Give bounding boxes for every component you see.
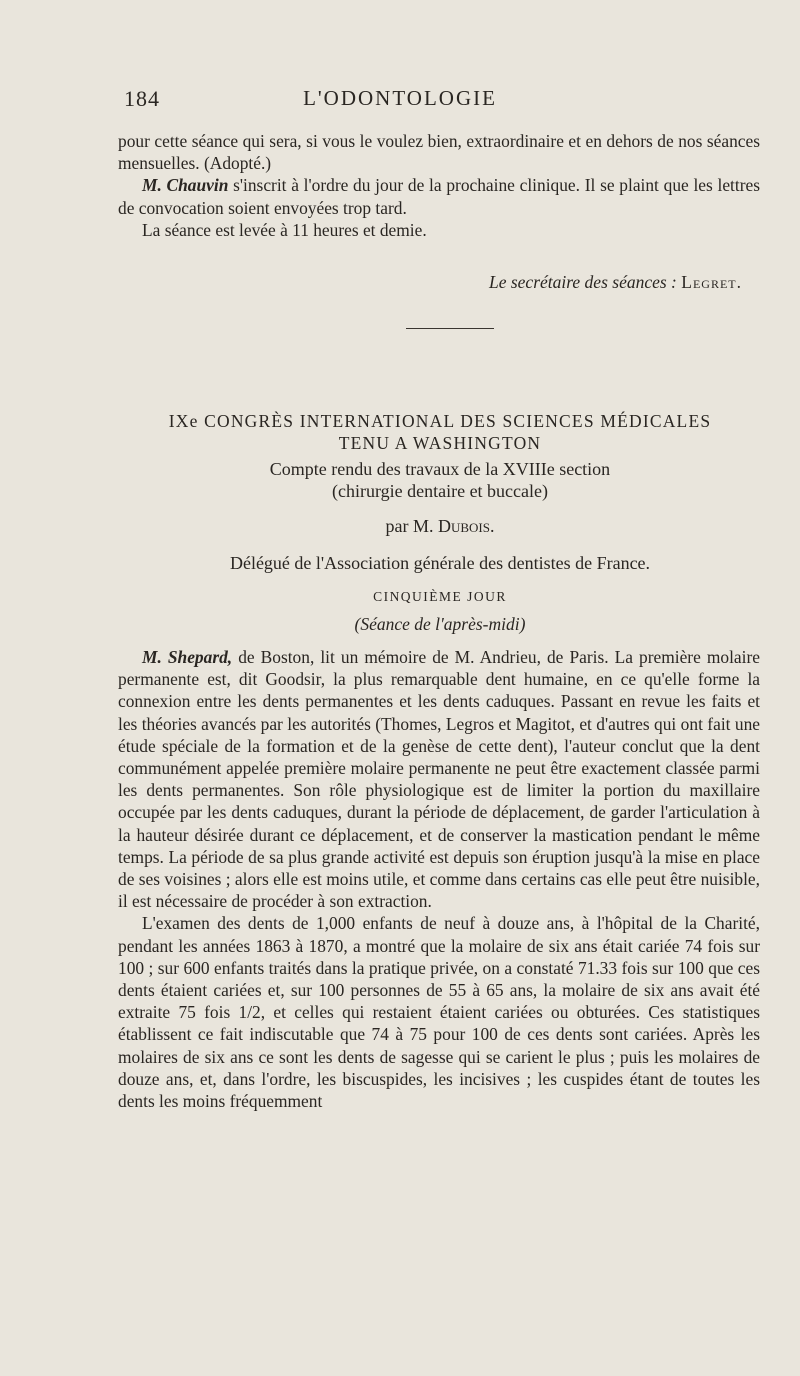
byline [110,516,770,537]
top-text [118,130,760,241]
section-divider [406,328,494,329]
session-heading: (Séance de l'après-midi) [354,614,526,634]
subtitle-line: (chirurgie dentaire et buccale) [331,481,549,501]
paragraph: L'examen des dents de 1,000 enfants de neuf à douze ans, à l'hôpital de la Charité, pendant les années 1863 à 1870, a montré que la molaire de six ans était cariée 74 fois sur 100 ; sur 600 enfants traités dans la pratique privée, on a constaté 71.33 fois sur 100 que ces dents étaient cariées et, sur 100 personnes de 55 à 65 ans, la molaire de six ans avait été extraite 75 fois 1/2, et celles qui restaient étaient cariées ou obturées. Ces statistiques établissent ce fait indiscutable que 74 à 75 pour 100 de ces dents sont cariées. Après les molaires de six ans ce sont les dents de sagesse qui se carient le plus ; puis les molaires de douze ans, et, dans l'ordre, les biscuspides, les incisives ; les cuspides étant de toutes les dents les moins fréquemment [118,913,760,1112]
byline-prefix: par M. [385,516,438,536]
day-heading: CINQUIÈME JOUR [373,589,507,604]
paragraph-text: de Boston, lit un mémoire de M. Andrieu, de Paris. La première molaire permanente est, dit Goodsir, la plus remarquable dent humaine, en ce qu'elle forme la connexion entre les dents permanentes et les dents caduques. Passant en revue les faits et les théories avancés par les autorités (Thomes, Legros et Magitot, et d'autres qui ont fait une étude spéciale de la formation et de la genèse de cette dent), l'auteur conclut que la dent communément appelée première molaire permanente ne peut être exactement classée parmi les dents permanentes. Son rôle physiologique est de limiter la portion du maxillaire occupée par les dents caduques, durant la période de déplacement, de garder l'articulation à la hauteur désirée durant ce déplacement, et de conserver la mastication pendant le même temps. La période de sa plus grande activité est depuis son éruption jusqu'à la mise en place de ses voisines ; alors elle est moins utile, et comme dans certains cas elle peut être nuisible, il est nécessaire de procéder à son extraction. [118,647,760,912]
delegate-line: Délégué de l'Association générale des dentistes de France. [229,553,651,573]
signature [489,272,742,293]
section-title [110,410,770,454]
running-header: L'ODONTOLOGIE [303,86,497,110]
signature-role: Le secrétaire des séances : [488,272,677,292]
page-number: 184 [124,86,160,111]
section-title-line: TENU A WASHINGTON [338,433,542,453]
paragraph-text: s'inscrit à l'ordre du jour de la prochaine clinique. Il se plaint que les lettres de convocation soient envoyées trop tard. [118,175,760,218]
body-text [118,646,760,1112]
section-title-line: IXe CONGRÈS INTERNATIONAL DES SCIENCES MÉDICALES [168,411,712,431]
speaker-name: M. Shepard, [142,647,233,667]
subtitle-line: Compte rendu des travaux de la XVIIIe section [269,459,611,479]
signature-name: Legret. [681,272,742,292]
paragraph: pour cette séance qui sera, si vous le voulez bien, extraordinaire et en dehors de nos séances mensuelles. (Adopté.) [118,131,760,174]
section-subtitle [110,458,770,502]
author-name: Dubois. [437,516,495,536]
paragraph [118,174,760,218]
paragraph [118,646,760,912]
paragraph: La séance est levée à 11 heures et demie. [142,219,427,240]
speaker-name: M. Chauvin [142,175,229,196]
